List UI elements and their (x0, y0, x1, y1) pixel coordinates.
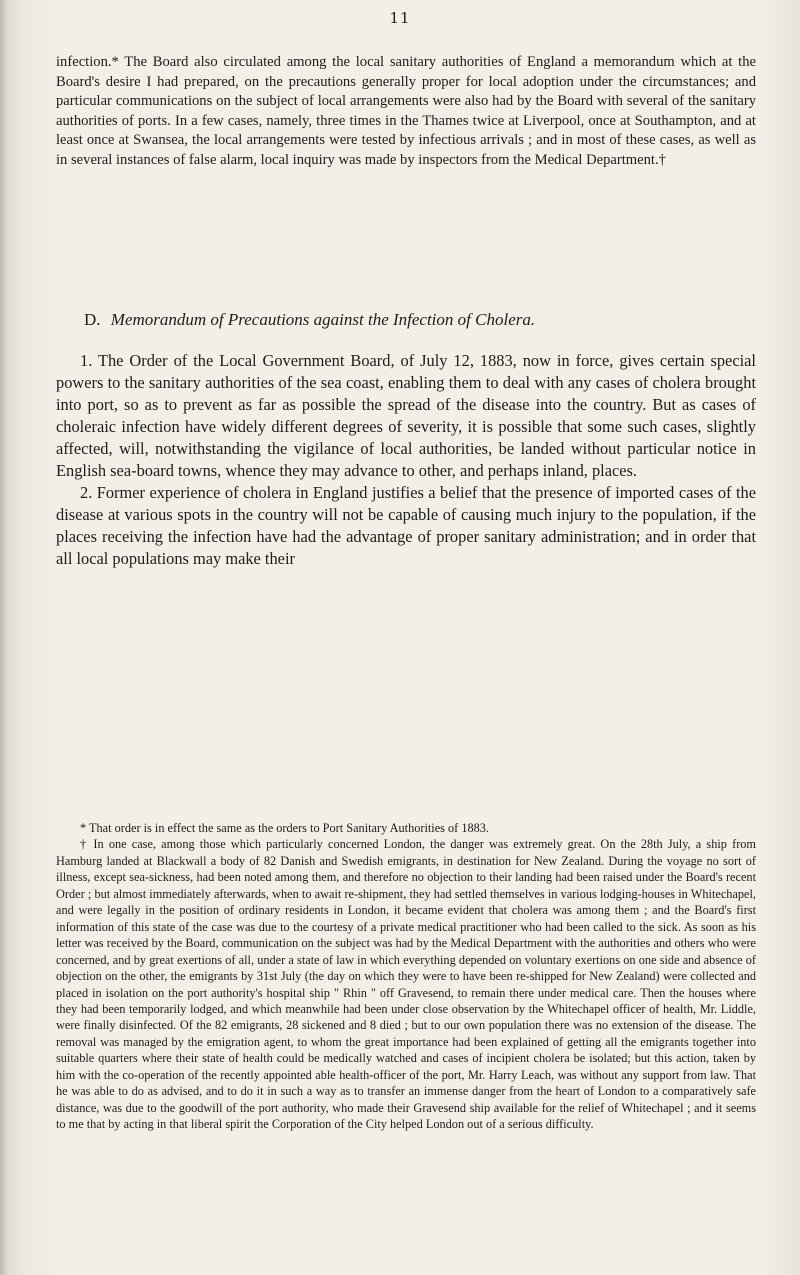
paragraph-1: 1. The Order of the Local Government Board, of July 12, 1883, now in force, gives certain special powers to the sanitary authorities of the sea coast, enabling them to deal with any cases of cholera brought into port, so as to prevent as far as possible the spread of the disease into the country. But as cases of choleraic infection have widely different degrees of severity, it is possible that some such cases, slightly affected, will, notwithstanding the vigilance of local authorities, be landed without particular notice in English sea-board towns, whence they may advance to other, and perhaps inland, places. (56, 351, 756, 481)
memorandum-body (56, 350, 756, 570)
section-heading (84, 310, 774, 330)
section-letter: D. (84, 310, 101, 329)
intro-text: infection.* The Board also circulated among the local sanitary authorities of England a memorandum which at the Board's desire I had prepared, on the precautions generally proper for local adoption under the circumstances; and particular communications on the subject of local arrangements were also had by the Board with several of the sanitary authorities of ports. In a few cases, namely, three times in the Thames twice at Liverpool, once at Southampton, and at least once at Swansea, the local arrangements were tested by infectious arrivals ; and in most of these cases, as well as in several instances of false alarm, local inquiry was made by inspectors from the Medical Department.† (56, 54, 756, 168)
footnotes (56, 820, 756, 1133)
binding-shadow (0, 0, 8, 1275)
footnote-dagger: † In one case, among those which particularly concerned London, the danger was extremely great. On the 28th July, a ship from Hamburg landed at Blackwall a body of 82 Danish and Swedish emigrants, in destination for New Zealand. During the voyage no sort of illness, except sea-sickness, had been noted among them, and therefore no objection to their landing had been raised under the Board's recent Order ; but almost immediately afterwards, when to await re-shipment, they had settled themselves in various lodging-houses in Whitechapel, and were legally in the position of ordinary residents in London, it became evident that cholera was among them ; and the Board's first information of this state of the case was due to the courtesy of a private medical practitioner who had been called to the sick. As soon as his letter was received by the Board, communication on the subject was had by the Medical Department with the authorities and others who were concerned, and by great exertions of all, under a state of law in which everything depended on voluntary exertions on one side and absence of objection on the other, the emigrants by 31st July (the day on which they were to have been re-shipped for New Zealand) were collected and placed in isolation on the port authority's hospital ship " Rhin " off Gravesend, to remain there under medical care. Then the houses where they had been temporarily lodged, and which meanwhile had been under close observation by the Whitechapel officer of health, Mr. Liddle, were finally disinfected. Of the 82 emigrants, 28 sickened and 8 died ; but to our own population there was no extension of the disease. The removal was managed by the emigration agent, to whom the great importance had been explained of getting all the emigrants together into suitable quarters where their state of health could be medically watched and cases of incipient cholera be isolated; but this action, taken by him with the co-operation of the recently appointed able health-officer of the port, Mr. Harry Leach, was without any support from law. That he was able to do as advised, and to do it in such a way as to transfer an immense danger from the heart of London to a comparatively safe distance, was due to the goodwill of the port authority, who made their Gravesend ship available for the relief of Whitechapel ; and it seems to me that by acting in that liberal spirit the Corporation of the City helped London out of a serious difficulty. (56, 837, 756, 1132)
footnote-asterisk: * That order is in effect the same as the orders to Port Sanitary Authorities of 1883. (80, 821, 490, 835)
section-title: Memorandum of Precautions against the Infection of Cholera. (110, 310, 536, 329)
page-number: 11 (389, 9, 411, 27)
paragraph-2: 2. Former experience of cholera in England justifies a belief that the presence of imported cases of the disease at various spots in the country will not be capable of causing much injury to the population, if the places receiving the infection have had the advantage of proper sanitary administration; and in order that all local populations may make their (56, 483, 756, 569)
intro-paragraph (56, 53, 756, 170)
